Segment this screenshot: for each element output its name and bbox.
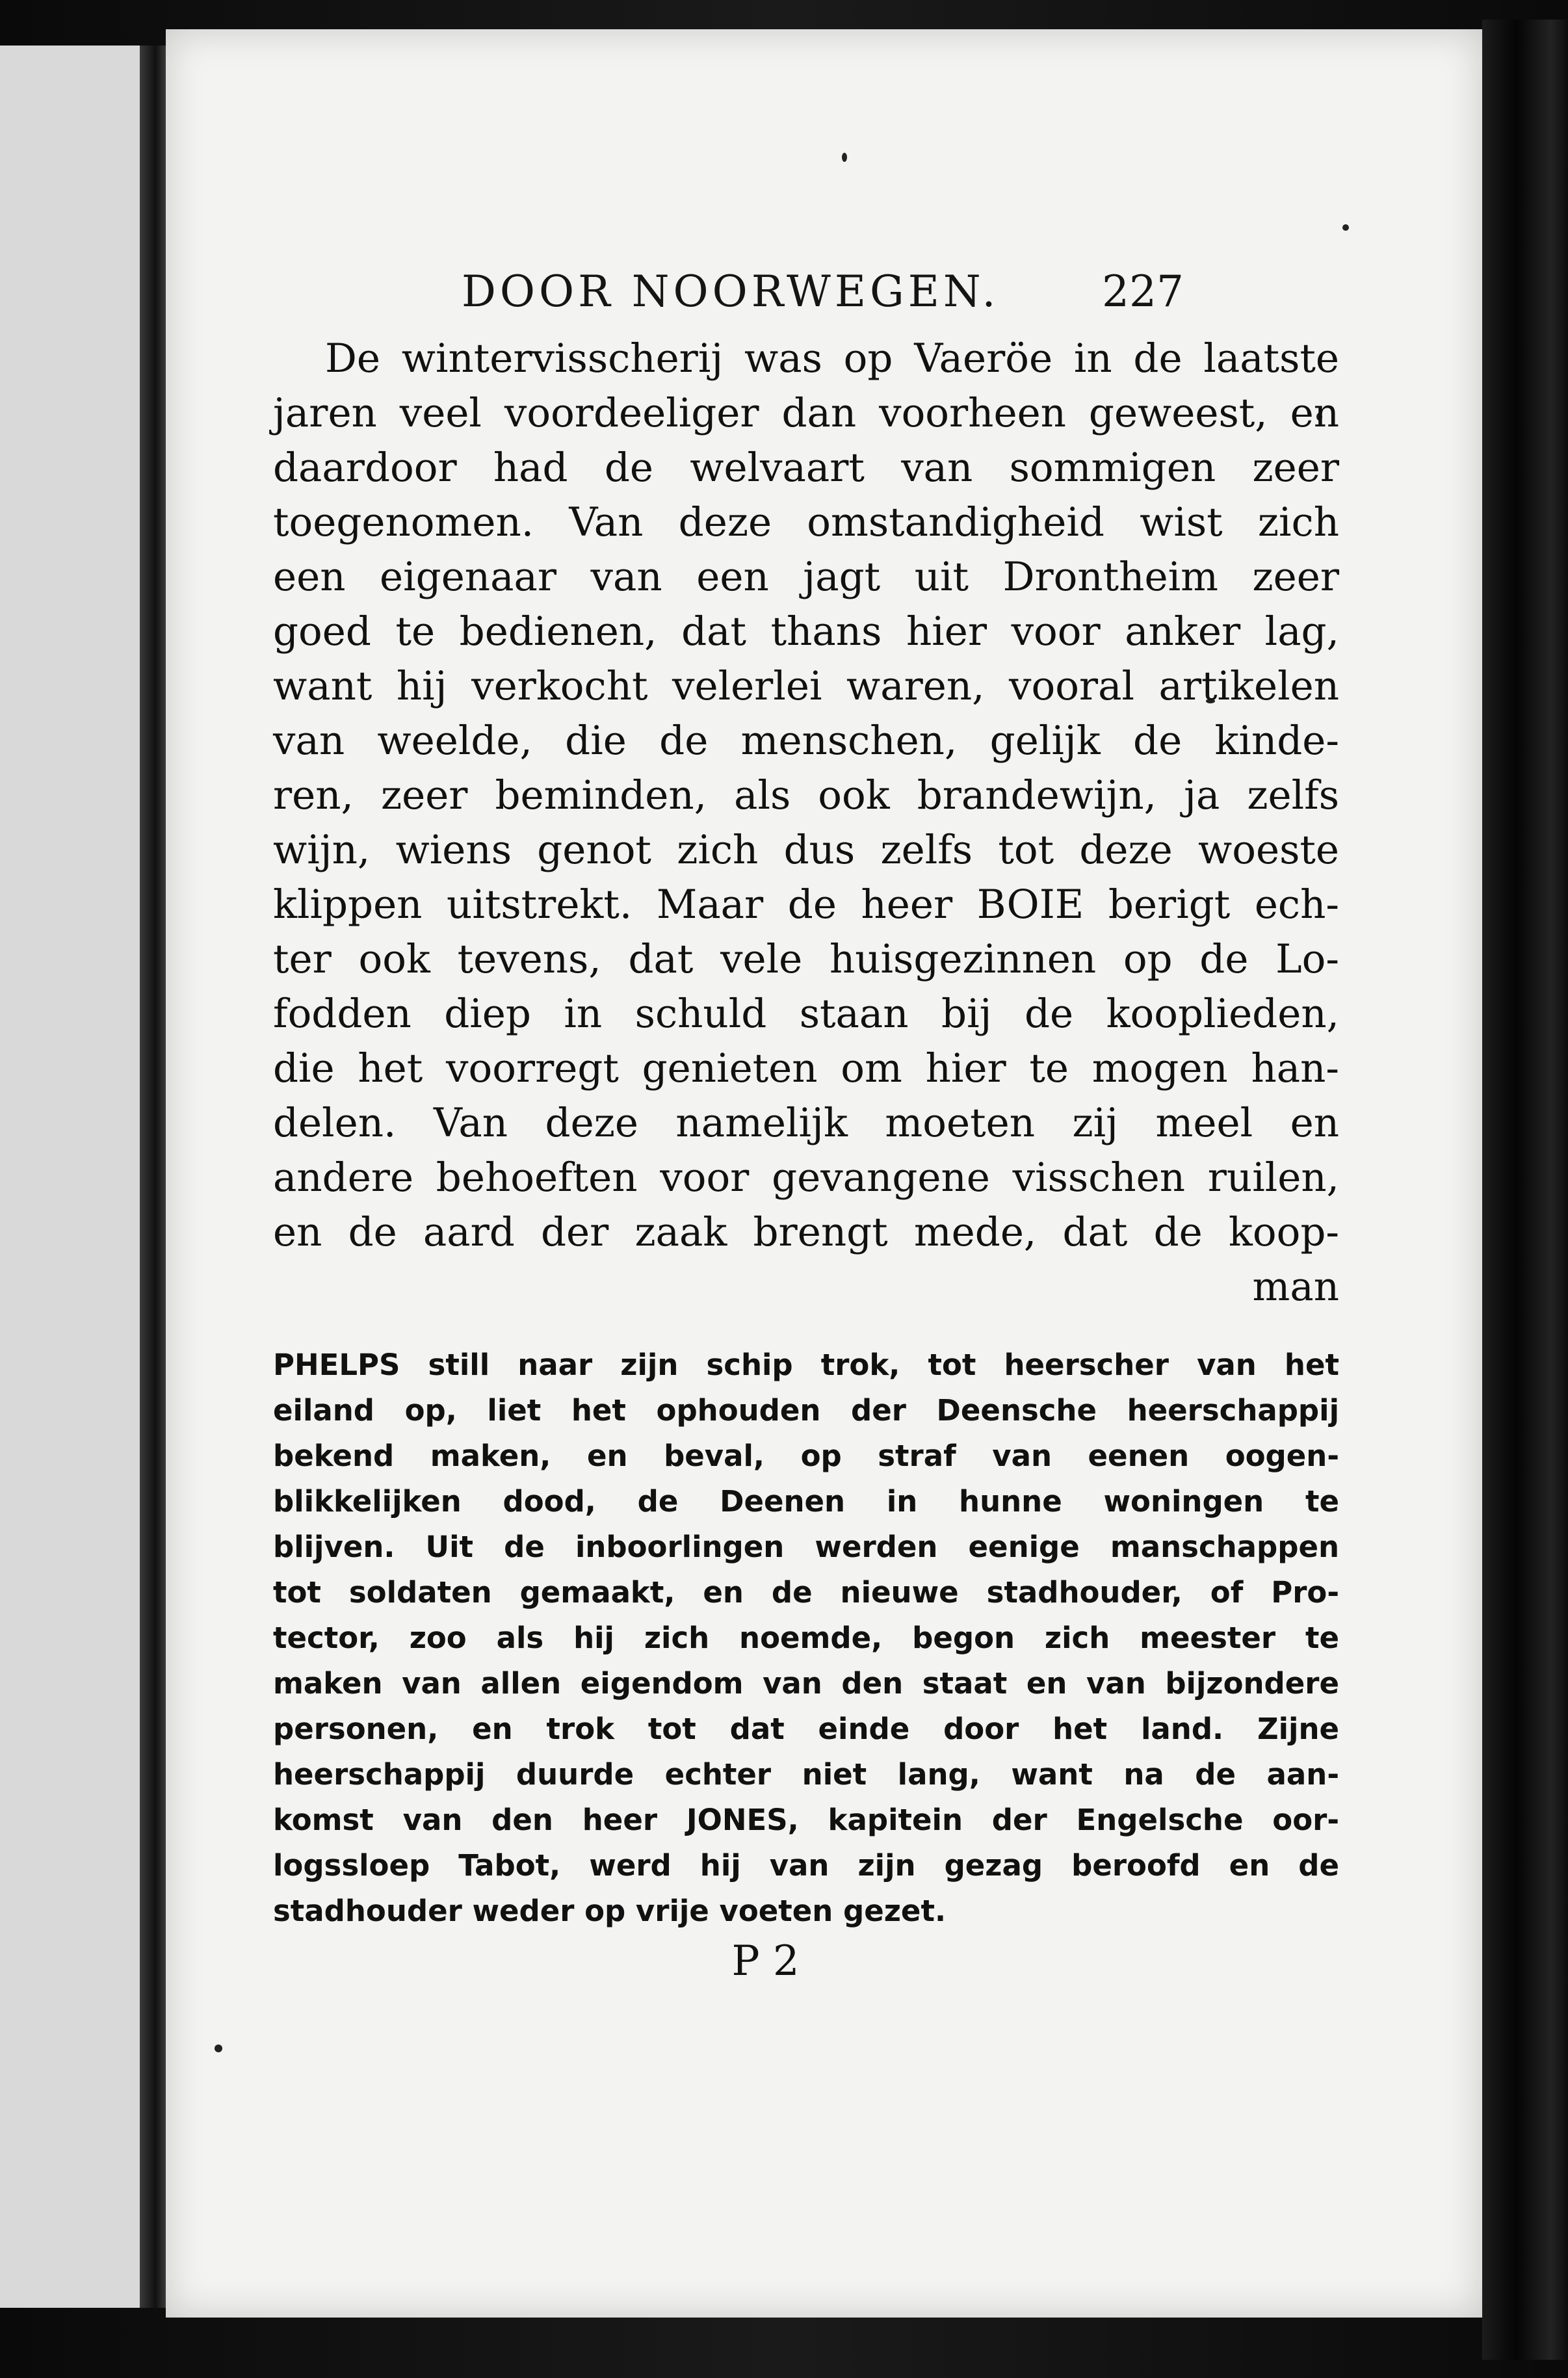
text-line: klippen uitstrekt. Maar de heer BOIE berigt ech- (273, 882, 1339, 928)
text-line: een eigenaar van een jagt uit Drontheim zeer (273, 554, 1339, 600)
footnote-line: heerschappij duurde echter niet lang, want na de aan- (273, 1757, 1339, 1792)
text-line: die het voorregt genieten om hier te mogen han- (273, 1045, 1339, 1091)
text-line: want hij verkocht velerlei waren, vooral artikelen (273, 663, 1339, 709)
text-line: daardoor had de welvaart van sommigen zeer (273, 445, 1339, 491)
text-line: delen. Van deze namelijk moeten zij meel en (273, 1100, 1339, 1146)
footnote-line: komst van den heer JONES, kapitein der Engelsche oor- (273, 1803, 1339, 1837)
footnote-line: tector, zoo als hij zich noemde, begon zich meester te (273, 1621, 1339, 1655)
signature-text: P 2 (731, 1937, 800, 1985)
footnote-line: PHELPS still naar zijn schip trok, tot heerscher van het (273, 1348, 1339, 1382)
footnote-line: stadhouder weder op vrije voeten gezet. (273, 1894, 947, 1928)
facing-page-edge (0, 46, 144, 2308)
text-line: andere behoeften voor gevangene visschen ruilen, (273, 1155, 1339, 1201)
book-page (166, 29, 1482, 2318)
footnote (273, 1342, 1339, 1934)
running-title: DOOR NOORWEGEN. (462, 267, 1000, 317)
text-line: De wintervisscherij was op Vaeröe in de laatste (325, 335, 1339, 382)
page-number: 227 (1102, 267, 1184, 317)
text-line: goed te bedienen, dat thans hier voor anker lag, (273, 608, 1339, 655)
main-text (273, 332, 1339, 1314)
footnote-line: tot soldaten gemaakt, en de nieuwe stadhouder, of Pro- (273, 1575, 1339, 1610)
text-line: jaren veel voordeeliger dan voorheen geweest, en (273, 390, 1339, 436)
text-line: van weelde, die de menschen, gelijk de kinde- (273, 718, 1339, 764)
footnote-line: personen, en trok tot dat einde door het land. Zijne (273, 1712, 1339, 1746)
footnote-line: eiland op, liet het ophouden der Deensche heerschappij (273, 1393, 1339, 1428)
footnote-line: blikkelijken dood, de Deenen in hunne woningen te (273, 1484, 1339, 1519)
text-line: wijn, wiens genot zich dus zelfs tot deze woeste (273, 827, 1339, 873)
signature-mark (166, 1937, 1482, 1985)
text-line: ren, zeer beminden, als ook brandewijn, ja zelfs (273, 772, 1339, 818)
running-head (166, 241, 1482, 319)
book-edge (1482, 20, 1568, 2360)
text-line: fodden diep in schuld staan bij de kooplieden, (273, 991, 1339, 1037)
book-gutter (140, 46, 166, 2308)
footnote-line: bekend maken, en beval, op straf van eenen oogen- (273, 1439, 1339, 1473)
footnote-line: maken van allen eigendom van den staat en van bijzondere (273, 1666, 1339, 1701)
text-line: ter ook tevens, dat vele huisgezinnen op de Lo- (273, 936, 1339, 982)
text-line: en de aard der zaak brengt mede, dat de koop- (273, 1209, 1339, 1255)
footnote-line: logssloep Tabot, werd hij van zijn gezag beroofd en de (273, 1848, 1339, 1883)
catchword: man (1252, 1264, 1339, 1310)
text-line: toegenomen. Van deze omstandigheid wist zich (273, 499, 1339, 545)
footnote-line: blijven. Uit de inboorlingen werden eenige manschappen (273, 1530, 1339, 1564)
